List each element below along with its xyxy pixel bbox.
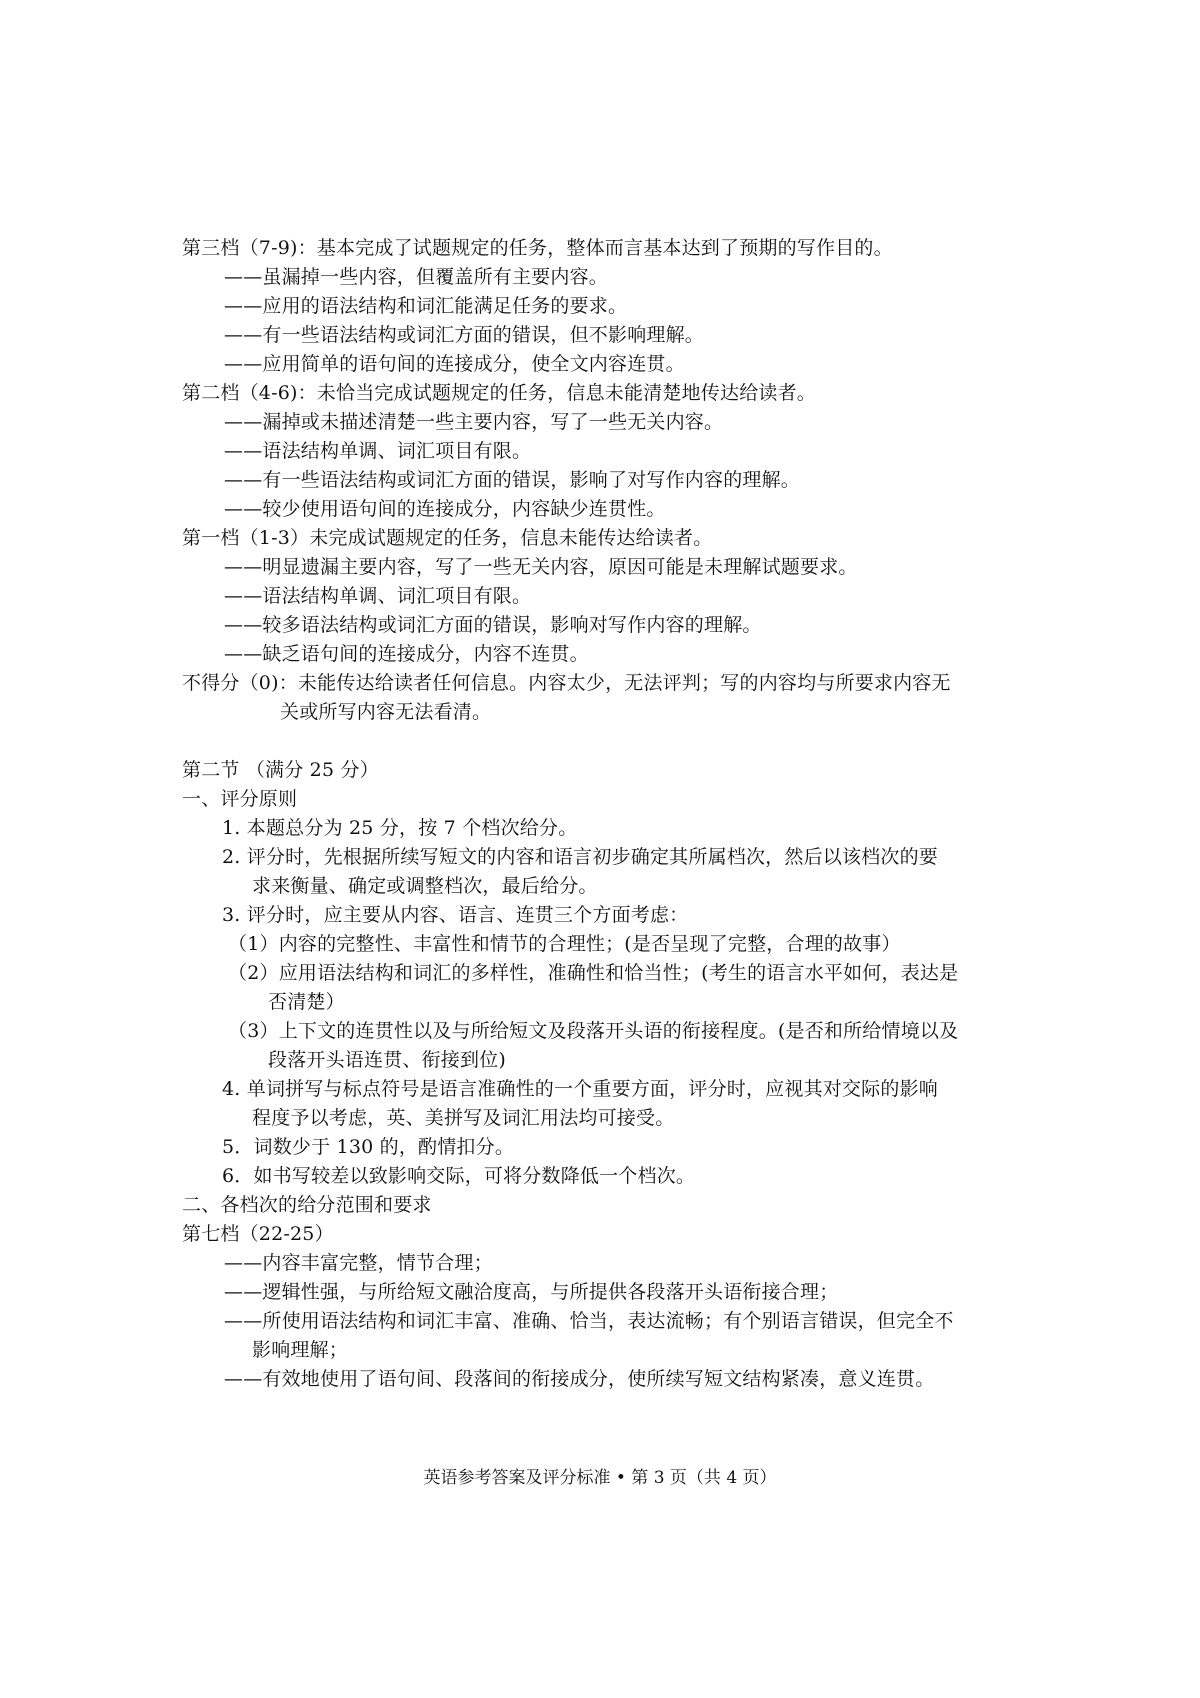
principle-6: 6．如书写较差以致影响交际，可将分数降低一个档次。 (222, 1165, 696, 1187)
band2-item-1: ——漏掉或未描述清楚一些主要内容，写了一些无关内容。 (224, 411, 724, 433)
principle-2-line-2: 求来衡量、确定或调整档次，最后给分。 (252, 875, 598, 897)
principles-heading: 一、评分原则 (182, 788, 298, 810)
band1-item-2: ——语法结构单调、词汇项目有限。 (224, 585, 532, 607)
band0-line-1: 不得分（0)：未能传达给读者任何信息。内容太少，无法评判；写的内容均与所要求内容无 (182, 672, 951, 694)
band2-item-2: ——语法结构单调、词汇项目有限。 (224, 440, 532, 462)
bands-heading: 二、各档次的给分范围和要求 (182, 1194, 432, 1216)
band3-item-2: ——应用的语法结构和词汇能满足任务的要求。 (224, 295, 628, 317)
principle-4-line-1: 4. 单词拼写与标点符号是语言准确性的一个重要方面，评分时，应视其对交际的影响 (222, 1078, 938, 1100)
band1-item-3: ——较多语法结构或词汇方面的错误，影响对写作内容的理解。 (224, 614, 762, 636)
band3-item-3: ——有一些语法结构或词汇方面的错误，但不影响理解。 (224, 324, 705, 346)
principle-3-sub-2-line-2: 否清楚） (268, 991, 345, 1013)
band0-line-2: 关或所写内容无法看清。 (280, 701, 492, 723)
principle-3-sub-3-line-1: （3）上下文的连贯性以及与所给短文及段落开头语的衔接程度。(是否和所给情境以及 (228, 1020, 959, 1042)
band2-item-4: ——较少使用语句间的连接成分，内容缺少连贯性。 (224, 498, 666, 520)
band7-item-1: ——内容丰富完整，情节合理； (224, 1252, 493, 1274)
principle-1: 1. 本题总分为 25 分，按 7 个档次给分。 (222, 817, 578, 839)
band1-item-4: ——缺乏语句间的连接成分，内容不连贯。 (224, 643, 589, 665)
band7-item-4: ——有效地使用了语句间、段落间的衔接成分，使所续写短文结构紧凑，意义连贯。 (224, 1368, 935, 1390)
band3-item-4: ——应用简单的语句间的连接成分，使全文内容连贯。 (224, 353, 685, 375)
band3-heading: 第三档（7-9)：基本完成了试题规定的任务，整体而言基本达到了预期的写作目的。 (182, 237, 893, 259)
band7-item-3-line-2: 影响理解； (252, 1339, 349, 1361)
principle-3: 3. 评分时，应主要从内容、语言、连贯三个方面考虑： (222, 904, 689, 926)
band1-heading: 第一档（1-3）未完成试题规定的任务，信息未能传达给读者。 (182, 527, 713, 549)
principle-3-sub-2-line-1: （2）应用语法结构和词汇的多样性，准确性和恰当性；(考生的语言水平如何，表达是 (228, 962, 959, 984)
section2-title: 第二节 （满分 25 分） (182, 759, 379, 781)
band7-item-2: ——逻辑性强，与所给短文融洽度高，与所提供各段落开头语衔接合理； (224, 1281, 839, 1303)
band7-heading: 第七档（22-25） (182, 1223, 334, 1245)
band7-item-3-line-1: ——所使用语法结构和词汇丰富、准确、恰当，表达流畅；有个别语言错误，但完全不 (224, 1310, 954, 1332)
principle-4-line-2: 程度予以考虑，英、美拼写及词汇用法均可接受。 (252, 1107, 675, 1129)
band2-item-3: ——有一些语法结构或词汇方面的错误，影响了对写作内容的理解。 (224, 469, 801, 491)
band2-heading: 第二档（4-6)：未恰当完成试题规定的任务，信息未能清楚地传达给读者。 (182, 382, 817, 404)
principle-2-line-1: 2. 评分时，先根据所续写短文的内容和语言初步确定其所属档次，然后以该档次的要 (222, 846, 938, 868)
principle-3-sub-3-line-2: 段落开头语连贯、衔接到位) (268, 1049, 507, 1071)
band3-item-1: ——虽漏掉一些内容，但覆盖所有主要内容。 (224, 266, 609, 288)
page-footer: 英语参考答案及评分标准 • 第 3 页（共 4 页） (423, 1468, 777, 1488)
principle-3-sub-1: （1）内容的完整性、丰富性和情节的合理性；(是否呈现了完整，合理的故事） (228, 933, 901, 955)
band1-item-1: ——明显遗漏主要内容，写了一些无关内容，原因可能是未理解试题要求。 (224, 556, 858, 578)
principle-5: 5．词数少于 130 的，酌情扣分。 (222, 1136, 515, 1158)
